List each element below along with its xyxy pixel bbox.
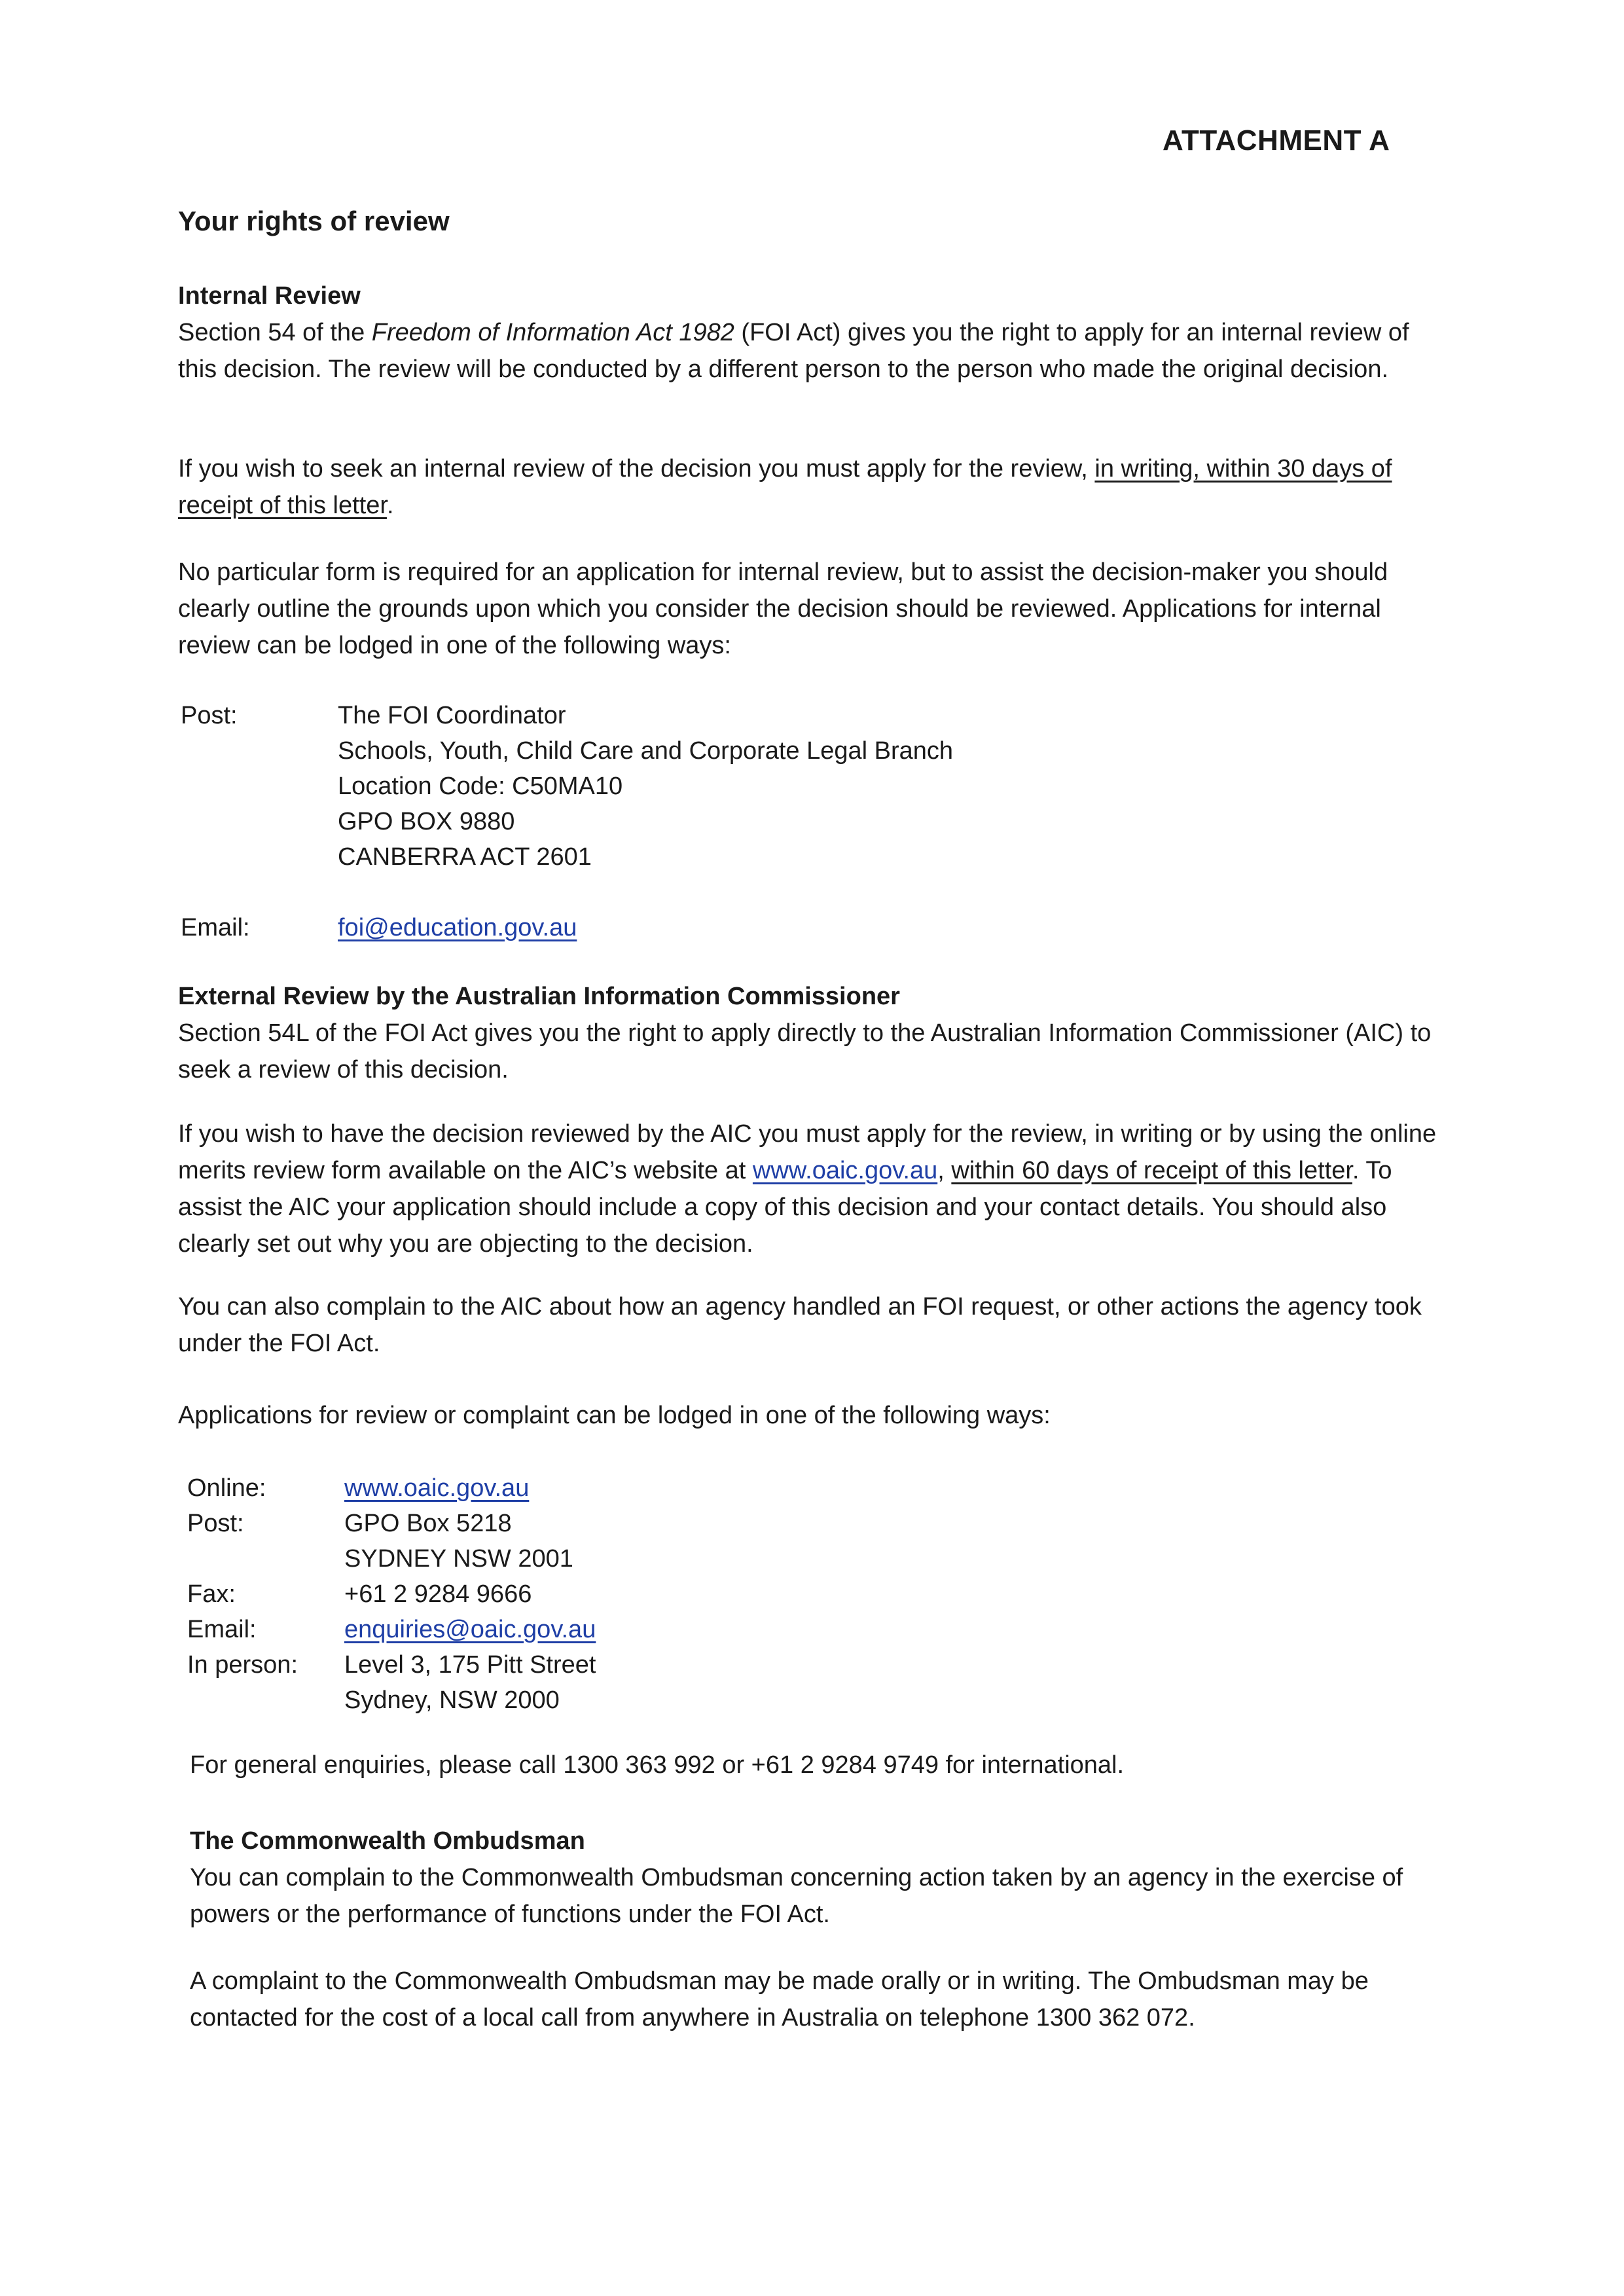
deadline-text: in writing, within 30 days of receipt of this letter [178, 455, 1392, 519]
oaic-online-link[interactable]: www.oaic.gov.au [344, 1474, 530, 1502]
external-review-paragraph-3 [178, 1288, 1441, 1362]
email-label: Email: [187, 1616, 257, 1643]
text: Applications for review or complaint can be lodged in one of the following ways: [178, 1402, 1051, 1429]
internal-email [181, 910, 1097, 945]
post-label: Post: [187, 1510, 244, 1537]
address-line: Sydney, NSW 2000 [344, 1686, 560, 1714]
external-review-paragraph-4 [178, 1397, 1441, 1434]
address-line: Location Code: C50MA10 [338, 773, 623, 800]
internal-post-address [181, 698, 1097, 875]
in-person-label: In person: [187, 1651, 298, 1679]
deadline-text: within 60 days of receipt of this letter [951, 1157, 1352, 1184]
address-line: The FOI Coordinator [338, 702, 566, 729]
text: Section 54 of the [178, 319, 372, 346]
internal-review-paragraph-2 [178, 450, 1441, 524]
email-link[interactable]: foi@education.gov.au [338, 914, 577, 941]
address-line: GPO Box 5218 [344, 1510, 512, 1537]
text: , [937, 1157, 952, 1184]
ombudsman-heading: The Commonwealth Ombudsman [190, 1827, 585, 1855]
fax-number: +61 2 9284 9666 [344, 1580, 532, 1608]
act-title: Freedom of Information Act 1982 [371, 319, 734, 346]
text: . To assist the AIC your application should include a copy of this decision and your contact details. You should also clearly set out why you are objecting to the decision. [178, 1157, 1392, 1258]
internal-review-paragraph-1 [178, 314, 1441, 388]
text: You can also complain to the AIC about how an agency handled an FOI request, or other actions the agency took under the FOI Act. [178, 1293, 1422, 1357]
internal-review-section [178, 278, 1441, 388]
attachment-label: ATTACHMENT A [1163, 124, 1390, 156]
text: . [386, 492, 394, 519]
external-review-paragraph-2 [178, 1116, 1441, 1262]
external-review-section [178, 978, 1441, 1088]
general-enquiries-paragraph [190, 1747, 1453, 1783]
address-line: SYDNEY NSW 2001 [344, 1545, 573, 1573]
external-review-paragraph-1: Section 54L of the FOI Act gives you the right to apply directly to the Australian Information Commissioner (AIC) to seek a review of this decision. [178, 1019, 1432, 1084]
text: For general enquiries, please call 1300 363 992 or +61 2 9284 9749 for international. [190, 1751, 1125, 1779]
oaic-email-link[interactable]: enquiries@oaic.gov.au [344, 1616, 596, 1643]
post-label: Post: [181, 702, 238, 729]
text: If you wish to seek an internal review of the decision you must apply for the review, [178, 455, 1095, 483]
email-label: Email: [181, 914, 250, 941]
address-line: GPO BOX 9880 [338, 808, 515, 835]
online-label: Online: [187, 1474, 266, 1502]
text: No particular form is required for an application for internal review, but to assist the decision-maker you should clearly outline the grounds upon which you consider the decision should be reviewed. Applications for internal review can be lodged in one of the following ways: [178, 558, 1388, 659]
internal-review-heading: Internal Review [178, 282, 361, 310]
ombudsman-section [190, 1823, 1453, 1933]
internal-review-paragraph-3 [178, 554, 1441, 664]
address-line: CANBERRA ACT 2601 [338, 843, 592, 871]
fax-label: Fax: [187, 1580, 236, 1608]
ombudsman-paragraph-2 [190, 1963, 1453, 2036]
external-review-heading: External Review by the Australian Information Commissioner [178, 983, 900, 1010]
page-title: Your rights of review [178, 206, 450, 236]
address-line: Level 3, 175 Pitt Street [344, 1651, 596, 1679]
text: (FOI Act) gives you the right to apply for an internal review of this decision. The review will be conducted by a different person to the person who made the original decision. [178, 319, 1409, 383]
text: If you wish to have the decision reviewed by the AIC you must apply for the review, in writing or by using the online merits review form available on the AIC’s website at [178, 1120, 1437, 1184]
ombudsman-paragraph-1: You can complain to the Commonwealth Ombudsman concerning action taken by an agency in the exercise of powers or the performance of functions under the FOI Act. [190, 1864, 1403, 1928]
oaic-contact-list [187, 1470, 1104, 1718]
oaic-website-link[interactable]: www.oaic.gov.au [752, 1157, 938, 1184]
text: A complaint to the Commonwealth Ombudsman may be made orally or in writing. The Ombudsman may be contacted for the cost of a local call from anywhere in Australia on telephone 1300 362 072. [190, 1967, 1369, 2032]
address-line: Schools, Youth, Child Care and Corporate Legal Branch [338, 737, 954, 765]
